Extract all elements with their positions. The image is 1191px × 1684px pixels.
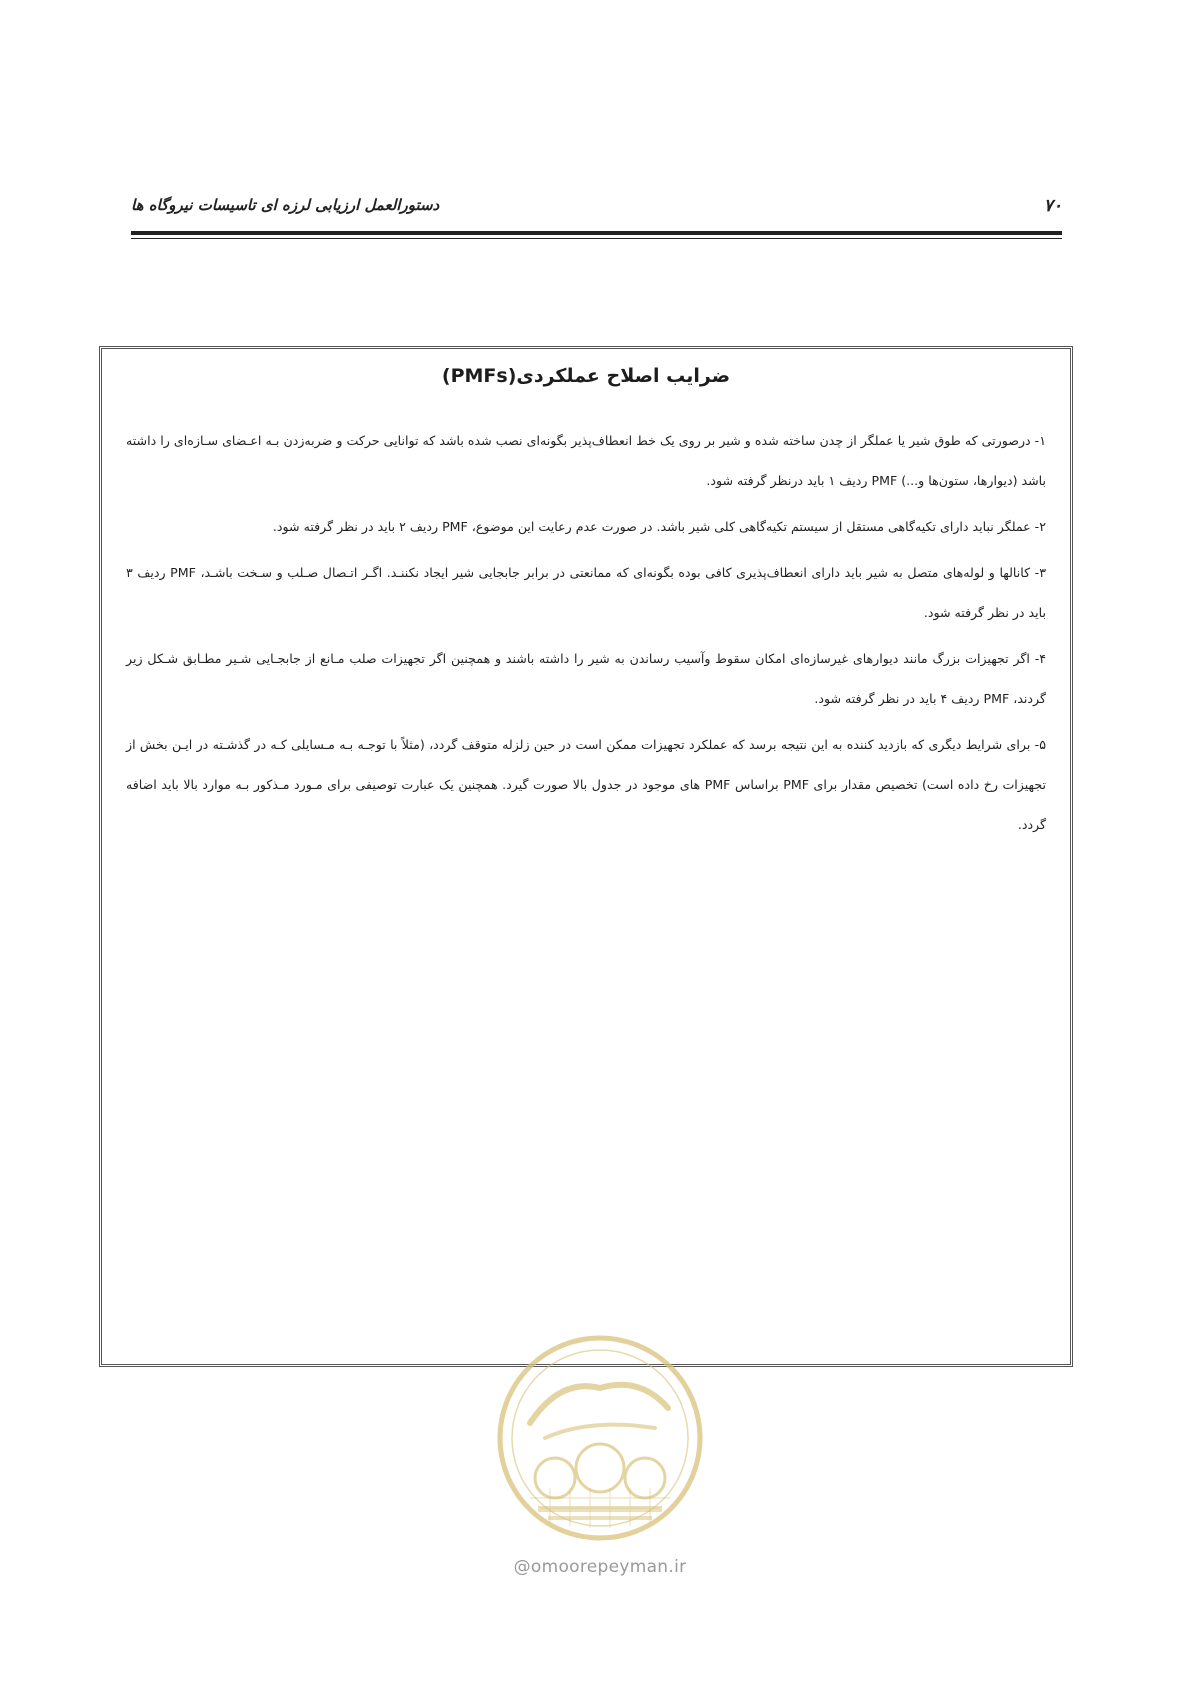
watermark-logo	[490, 1328, 710, 1548]
paragraph-3: ۳- کانالها و لوله‌های متصل به شیر باید دارای انعطاف‌پذیری کافی بوده بگونه‌ای که ممانعتی در برابر جابجایی شیر ایجاد نکننـد. اگـر اتـصال صـلب و سـخت باشـد، PMF ردیف ۳ باید در نظر گرفته شود.	[126, 565, 1046, 620]
watermark-seal-icon	[490, 1328, 710, 1548]
paragraph-2: ۲- عملگر نباید دارای تکیه‌گاهی مستقل از سیستم تکیه‌گاهی کلی شیر باشد. در صورت عدم رعایت این موضوع، PMF ردیف ۲ باید در نظر گرفته شود.	[272, 519, 1046, 534]
watermark-url: @omoorepeyman.ir	[513, 1557, 687, 1577]
header-rule-thin	[131, 238, 1062, 239]
box-title: ضرایب اصلاح عملکردی(PMFs)	[441, 365, 731, 387]
header-rule-thick	[131, 231, 1062, 235]
page-header	[131, 196, 1062, 226]
content-frame	[99, 346, 1073, 1367]
paragraph-1: ۱- درصورتی که طوق شیر یا عملگر از چدن ساخته شده و شیر بر روی یک خط انعطاف‌پذیر بگونه‌ای نصب شده باشد که توانایی حرکت و ضربه‌زدن بـه اعـضای سـازه‌ای را داشته باشد (دیوارها، ستون‌ها و...) PMF ردیف ۱ باید درنظر گرفته شود.	[126, 433, 1046, 488]
paragraph-4: ۴- اگر تجهیزات بزرگ مانند دیوارهای غیرسازه‌ای امکان سقوط وآسیب رساندن به شیر را داشته باشند و همچنین اگر تجهیزات صلب مـانع از جابجـایی شـیر مطـابق شـکل زیر گردند، PMF ردیف ۴ باید در نظر گرفته شود.	[126, 651, 1046, 706]
paragraph-5: ۵- برای شرایط دیگری که بازدید کننده به این نتیجه برسد که عملکرد تجهیزات ممکن است در حین زلزله متوقف گردد، (مثلاً با توجـه بـه مـسایلی کـه در گذشـته در ایـن بخش از تجهیزات رخ داده است) تخصیص مقدار برای PMF براساس PMF های موجود در جدول بالا صورت گیرد. همچنین یک عبارت توصیفی برای مـورد مـذکور بـه موارد بالا باید اضافه گردد.	[126, 737, 1046, 832]
page-number: ۷۰	[1043, 196, 1062, 216]
running-title: دستورالعمل ارزیابی لرزه ای تاسیسات نیروگاه ها	[131, 196, 440, 214]
box-content	[126, 421, 1046, 851]
